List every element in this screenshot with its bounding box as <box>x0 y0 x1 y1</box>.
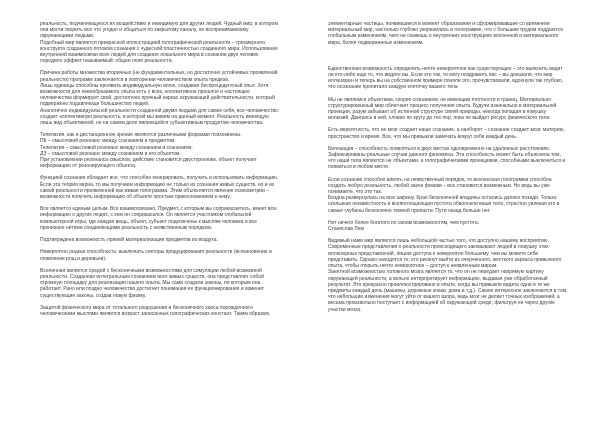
paragraph: Есть вероятность, что не мозг создает наше сознание, а наоборот – сознание создает мозг, материю, пространство и время. Все, что мы привыкли замечать вокруг себя каждый день. <box>328 127 565 140</box>
text-block <box>328 220 568 232</box>
text-block <box>40 305 280 317</box>
paragraph: реальность, подчиняющуюся их воздействию и невидимую для других людей. Чудный мир, в котором они могли творить все что угодно и общаться по закрытому каналу, не воспринимаемому окружающими людьми. <box>40 21 278 40</box>
right-text-column <box>328 21 568 319</box>
paragraph: Подобный мир является прекрасной иллюстрацией голографической реальности – трехмерного конструкта созданного потоком сознания с чудесной пластичностью созданного мира. Использование внутренней взаимосвязи всех людей для создания локального мира в сознании двух человек породило эффект называемый: общее поле реальности. <box>40 39 278 65</box>
text-block <box>40 70 280 126</box>
text-block <box>40 268 280 299</box>
paragraph: Аналогично индивидуальной реальности созданной двумя людьми для самих себя, все человечество создает коллективную реальность, в которой мы живем на данный момент. Реальность имеющую лишь вид объективной, но на самом деле являющейся субъективным продуктом человечества. <box>40 107 278 127</box>
left-text-column <box>40 21 280 323</box>
text-block <box>328 177 568 214</box>
paragraph: Занятной возможностью головного мозга является то, что он не передает напрямую картину окружающей реальности, а вольно интерпретирует информацию, выдавая уже обработанный результат. Это прекрасно проиллюстрировано в опыте, когда вы привыкли видеть одни и те же предметы каждый день (машины, дорожные знаки, дома и т.д.). Самое интересное заключается в том, что небольшие изменения могут уйти от вашего взора, ведь мозг не делает точных изображений, а весьма произвольно поступает с информацией об окружающей среде, фильтруя ее через другие участки мозга. <box>328 269 568 313</box>
paragraph: Мы не являемся объектами, скорее сознанием, не имеющим плотности и границ. Материально структурированный мир облегчает процесс получения опыта. Будучи изначально в материальной проекции, разум забывает об истинной структуре своей природы, некогда попадая в ловушку иллюзий. Двигаясь в ней, словно по кругу до тех пор, пока не выйдет ресурс физического тела <box>328 96 557 122</box>
text-block <box>328 146 568 171</box>
paragraph: Невероятно редкая способность: выключать секторы продуцирования реальности (исчезновение и появление рощ и деревьев). <box>40 249 272 262</box>
paragraph: Если сознание способно влиять на неявственный порядок, то вселенская голограмма способна создать любую реальность, любой закон физики – все становится возможным. Но ведь вы уже понимаете, что это так. <box>328 176 552 196</box>
paragraph: Нет ничего более богатого по своим возможностям, чем пустота. <box>328 219 479 226</box>
text-block <box>328 238 568 312</box>
text-block <box>328 21 568 46</box>
paragraph: При установлении резонанса смыслов, действие становится двусторонним, объект получает информацию от резонирующего объекта. <box>40 157 257 170</box>
paragraph: Телепатия – смысловой резонанс между сознанием и сознанием. <box>40 144 193 151</box>
text-block <box>328 127 568 139</box>
text-block <box>40 249 280 261</box>
text-block <box>328 66 568 91</box>
text-block <box>40 21 280 64</box>
paragraph: элементарные частицы, появившиеся в момент образования и сформировавшие со временем материальный мир, настолько глубоко укоренились в голограмме, что с большим трудом поддаются глобальным изменениям, чего не скажешь о внутренних конструкциях вселенной и материального мира, более подверженных изменениям. <box>328 21 563 46</box>
text-block <box>40 132 280 169</box>
paragraph: Причина работы множества вторичных (не фундаментальных, но достаточно устойчивых проявлений реальности) программ заключается в повторении человечеством опыта предков. <box>40 70 278 83</box>
paragraph: Видимый нами мир является лишь небольшой частью того, что доступно нашему восприятию. Современные представления о реальности происходящего заковывают людей в ловушку этих иллюзорных представлений, лишая доступа к невероятно большему, чем вы можете себе представить. Однако находятся те, кто рискнут выйти из очерченного, жесткого каркаса привычного опыта, чтобы открыть нечто невероятное – доступ к неявленным мирам. <box>328 238 562 270</box>
paragraph: Билокация – способность появляться в двух местах одновременно на удаленных расстояниях. Зафиксированы реальные случаи данного феномена. Эта способность может быть объяснена тем, что наши тела являются не объектами, а голографическими проекциями, способными выключиться и появиться в любом месте. <box>328 145 566 171</box>
paragraph: ДЗ – смысловой резонанс между сознанием и его объектом. <box>40 150 181 157</box>
text-block <box>40 175 280 200</box>
paragraph: Все является единым целым. Все взаимосвязано. Предмет, с которым вы соприкасаетесь, имеет всю информацию о других людях, с кем он соприкасался. Он является участником глобальной компьютерной игры, где каждая вещь, объект, субъект подключены к мыслям человека и все пронизано нитями соединяющими реальность с неявственным порядком. <box>40 206 277 231</box>
paragraph: ПК – смысловой резонанс между сознанием и предметом. <box>40 138 176 145</box>
paragraph: Функцией сознания обладает все, что способно генерировать, получать и использовать информацию. Если эта теория верна, то мы получаем информацию не только из сознания живых существ, но и из самой реальности проявленной как живая голограмма. Этим объясняется явление психометрии – возможности получить информацию об объекте простым прикосновением к нему. <box>40 175 279 201</box>
text-block <box>40 206 280 231</box>
paragraph: Станислав Лем <box>328 226 364 233</box>
paragraph: Телепатия, как и дистанционное зрение являются различными формами психокинеза. <box>40 132 242 139</box>
paragraph: Лишь единицы способны проявить индивидуальную волю, создавая беспрецедентный опыт. Хотя возможности для невообразимого опыта есть у всех, коллективное прошлое и настоящее человечества формирует свой, достаточно прочный каркас окружающей действительности, который подвержено подавляюще большинство людей. <box>40 82 275 108</box>
paragraph: Вселенная является средой с бесконечными возможностями для симуляции любой возможной реальности. Созданная интегральным сознанием всех живых существ, она представляет собой огромную площадку для реализации нашего опыта. Мы сами создали законы, по которым она работает. Рано или поздно человечество достигнет понимания ее функционирования и изменит существующие законы, создав новую физику. <box>40 267 265 299</box>
text-block <box>328 97 568 122</box>
paragraph: Подтверждена возможность прямой материализации предметов из воздуха. <box>40 237 218 244</box>
paragraph: Бездна развернулась на всю ширину. Края бесконечной впадины остались далеко позади. Только скользкая неизвестность и всепоглощающая пустота обволокли ваше тело, страстно увлекая его в самые глубины бесконечно темной пропасти. Пути назад больше нет. <box>328 195 560 214</box>
text-block <box>40 237 280 243</box>
blank-gap <box>328 52 568 66</box>
paragraph: Единственная возможность определить нечто невероятное как существующее – это выяснить видят ли кто-либо еще то, что видите вы. Если это так, то могу поздравить вас – вы доказали, что мир иллюзорен и теперь вы на собственном примере поняли это, прочувствовали, вдохнули так глубоко, что осознание пропитало каждую клеточку вашего тела <box>328 65 564 91</box>
paragraph: Защитой физического мира от тотального разрушения и бесконечного хаоса порожденного человеческими мыслями является возраст записанных голографических констант. Таким образом, <box>40 304 271 317</box>
